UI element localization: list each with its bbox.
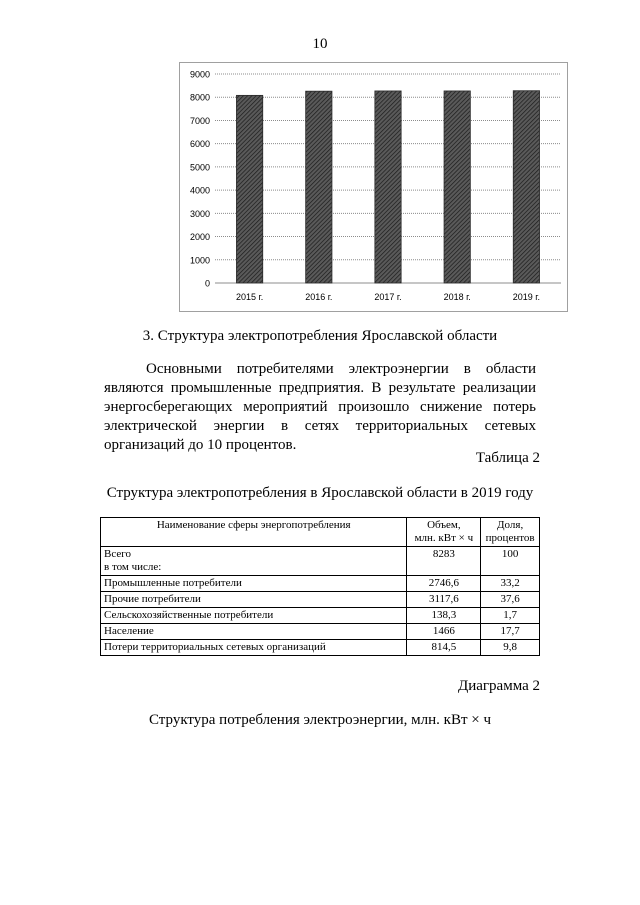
y-tick-label: 7000 — [189, 115, 210, 126]
table-row — [101, 624, 540, 640]
x-tick-label: 2019 г. — [512, 292, 541, 302]
bar-chart-svg — [179, 62, 568, 312]
row-name-cell: Прочие потребители — [101, 592, 407, 608]
table-row — [101, 608, 540, 624]
y-tick-label: 3000 — [189, 208, 210, 219]
table-title: Структура электропотребления в Ярославской области в 2019 году — [106, 485, 534, 501]
table-row — [101, 640, 540, 656]
bar — [236, 95, 262, 283]
section-heading: 3. Структура электропотребления Ярославской области — [142, 328, 498, 344]
total-share-cell: 100 — [481, 547, 540, 576]
table-row-total — [101, 547, 540, 576]
x-tick-label: 2016 г. — [305, 292, 333, 302]
x-tick-label: 2017 г. — [374, 292, 402, 302]
row-share-cell: 37,6 — [481, 592, 540, 608]
diagram-title: Структура потребления электроэнергии, млн. кВт × ч — [148, 712, 492, 728]
row-name-cell: Население — [101, 624, 407, 640]
row-name-cell: Потери территориальных сетевых организаций — [101, 640, 407, 656]
row-share-cell: 33,2 — [481, 576, 540, 592]
x-tick-label: 2015 г. — [235, 292, 264, 302]
total-volume-cell: 8283 — [407, 547, 481, 576]
bar — [444, 91, 470, 283]
header-sphere — [101, 518, 407, 547]
total-name-cell — [101, 547, 407, 576]
y-tick-label: 6000 — [189, 139, 210, 150]
y-tick-label: 4000 — [189, 185, 210, 196]
body-paragraph: Основными потребителями электроэнергии в области являются промышленные предприятия. В результате реализации энергосберегающих мероприятий произошло снижение потерь электрической энергии в сетях территориальных сетевых организаций до 10 процентов. — [104, 361, 536, 453]
y-tick-label: 8000 — [189, 92, 210, 103]
page-number: 10 — [312, 36, 328, 52]
header-share-line2: процентов — [485, 532, 535, 544]
header-volume — [407, 518, 481, 547]
header-volume-line1: Объем, — [427, 519, 461, 531]
table-header-row — [101, 518, 540, 547]
y-tick-label: 2000 — [189, 232, 210, 243]
x-tick-label: 2018 г. — [443, 292, 471, 302]
header-share — [481, 518, 540, 547]
bar — [513, 91, 539, 283]
row-share-cell: 1,7 — [481, 608, 540, 624]
total-name-line1: Всего — [104, 548, 131, 560]
y-tick-label: 1000 — [189, 255, 210, 266]
row-share-cell: 17,7 — [481, 624, 540, 640]
bar-chart — [179, 62, 568, 312]
bar — [306, 91, 332, 283]
header-share-line1: Доля, — [497, 519, 524, 531]
row-volume-cell: 814,5 — [407, 640, 481, 656]
consumption-table — [100, 517, 540, 656]
total-name-line2: в том числе: — [104, 561, 162, 573]
y-tick-label: 9000 — [189, 69, 210, 80]
header-sphere-text: Наименование сферы энергопотребления — [156, 519, 351, 531]
diagram-label: Диаграмма 2 — [457, 678, 540, 694]
row-volume-cell: 138,3 — [407, 608, 481, 624]
header-volume-line2: млн. кВт × ч — [414, 532, 474, 544]
row-name-cell: Сельскохозяйственные потребители — [101, 608, 407, 624]
bar — [375, 91, 401, 283]
y-tick-label: 5000 — [189, 162, 210, 173]
row-volume-cell: 3117,6 — [407, 592, 481, 608]
y-tick-label: 0 — [204, 278, 210, 289]
table-label: Таблица 2 — [475, 450, 540, 466]
row-volume-cell: 2746,6 — [407, 576, 481, 592]
table-row — [101, 576, 540, 592]
row-share-cell: 9,8 — [481, 640, 540, 656]
row-volume-cell: 1466 — [407, 624, 481, 640]
row-name-cell: Промышленные потребители — [101, 576, 407, 592]
table-row — [101, 592, 540, 608]
